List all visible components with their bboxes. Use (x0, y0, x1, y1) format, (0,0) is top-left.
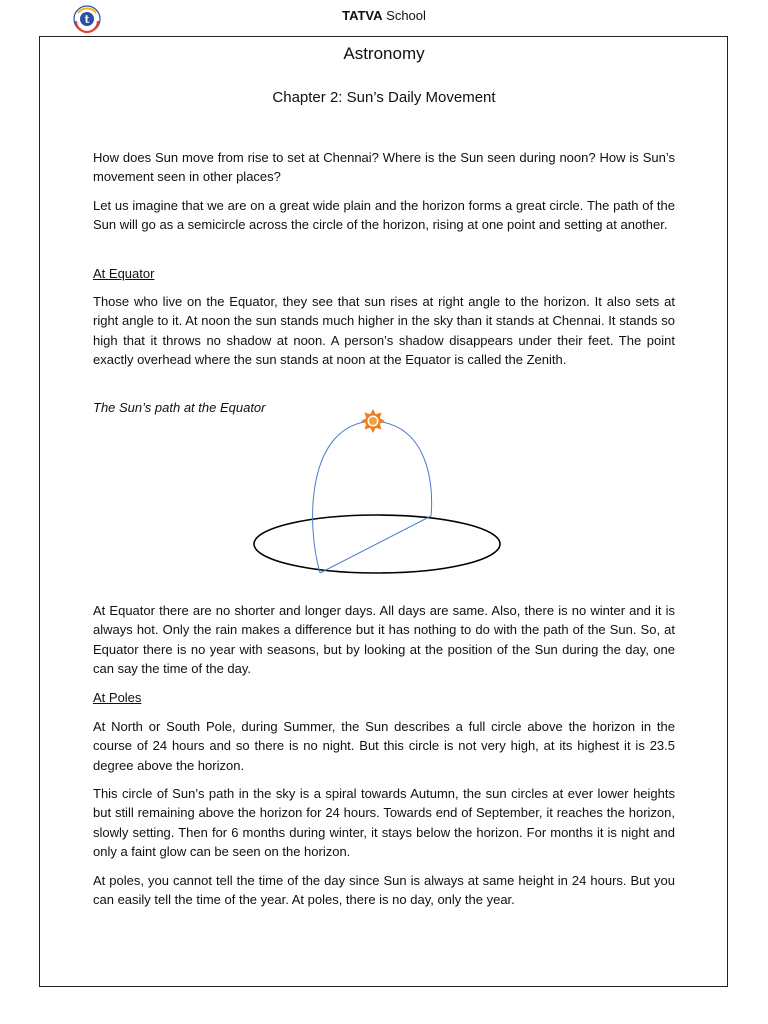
paragraph-text: At Equator there are no shorter and longer days. All days are same. Also, there is no winter and it is always hot. Only the rain makes a difference but it has nothing to do with the path of the Sun. So, at Equator there is no year with seasons, but by looking at the position of the Sun during the day, one can say the time of the day. (93, 603, 675, 677)
sun-icon (361, 409, 385, 433)
paragraph-text: Let us imagine that we are on a great wide plain and the horizon forms a great circle. The path of the Sun will go as a semicircle across the circle of the horizon, rising at one point and setting at another. (93, 198, 675, 233)
equator-days-paragraph (93, 601, 675, 679)
logo-letter: t (84, 13, 90, 26)
paragraph-text: How does Sun move from rise to set at Chennai? Where is the Sun seen during noon? How is Sun’s movement seen in other places? (93, 150, 675, 185)
school-name (0, 8, 768, 24)
paragraph-text: At poles, you cannot tell the time of the day since Sun is always at same height in 24 hours. But you can easily tell the time of the year. At poles, there is no day, only the year. (93, 873, 675, 908)
paragraph-text: Those who live on the Equator, they see that sun rises at right angle to the horizon. It also sets at right angle to it. At noon the sun stands much higher in the sky than it stands at Chennai. It stands so high that it throws no shadow at noon. A person’s shadow disappears under their feet. The point exactly overhead where the sun stands at noon at the Equator is called the Zenith. (93, 294, 675, 368)
horizon-diameter-line (320, 516, 431, 573)
heading-at-equator: At Equator (93, 266, 155, 281)
poles-time-paragraph (93, 871, 675, 910)
equator-paragraph (93, 292, 675, 370)
chapter-title: Chapter 2: Sun’s Daily Movement (272, 89, 496, 106)
sun-path-equator-diagram (248, 404, 508, 584)
heading-at-poles: At Poles (93, 690, 142, 705)
poles-summer-paragraph (93, 717, 675, 775)
diagram-caption: The Sun’s path at the Equator (93, 400, 266, 415)
intro-imagine-paragraph (93, 196, 675, 235)
school-brand: TATVA (342, 8, 383, 23)
intro-questions-paragraph (93, 148, 675, 187)
page-header (0, 0, 768, 36)
page-title: Astronomy (343, 44, 425, 63)
school-label: School (386, 8, 426, 23)
sun-path-arc (313, 421, 432, 573)
paragraph-text: This circle of Sun’s path in the sky is a spiral towards Autumn, the sun circles at ever lower heights but still remaining above the horizon for 24 hours. Towards end of September, it reaches the horizon, slowly setting. Then for 6 months during winter, it stays below the horizon. For months it is night and only a faint glow can be seen on the horizon. (93, 786, 675, 860)
poles-spiral-paragraph (93, 784, 675, 862)
paragraph-text: At North or South Pole, during Summer, the Sun describes a full circle above the horizon in the course of 24 hours and so there is no night. But this circle is not very high, at its highest it is 23.5 degree above the horizon. (93, 719, 675, 773)
